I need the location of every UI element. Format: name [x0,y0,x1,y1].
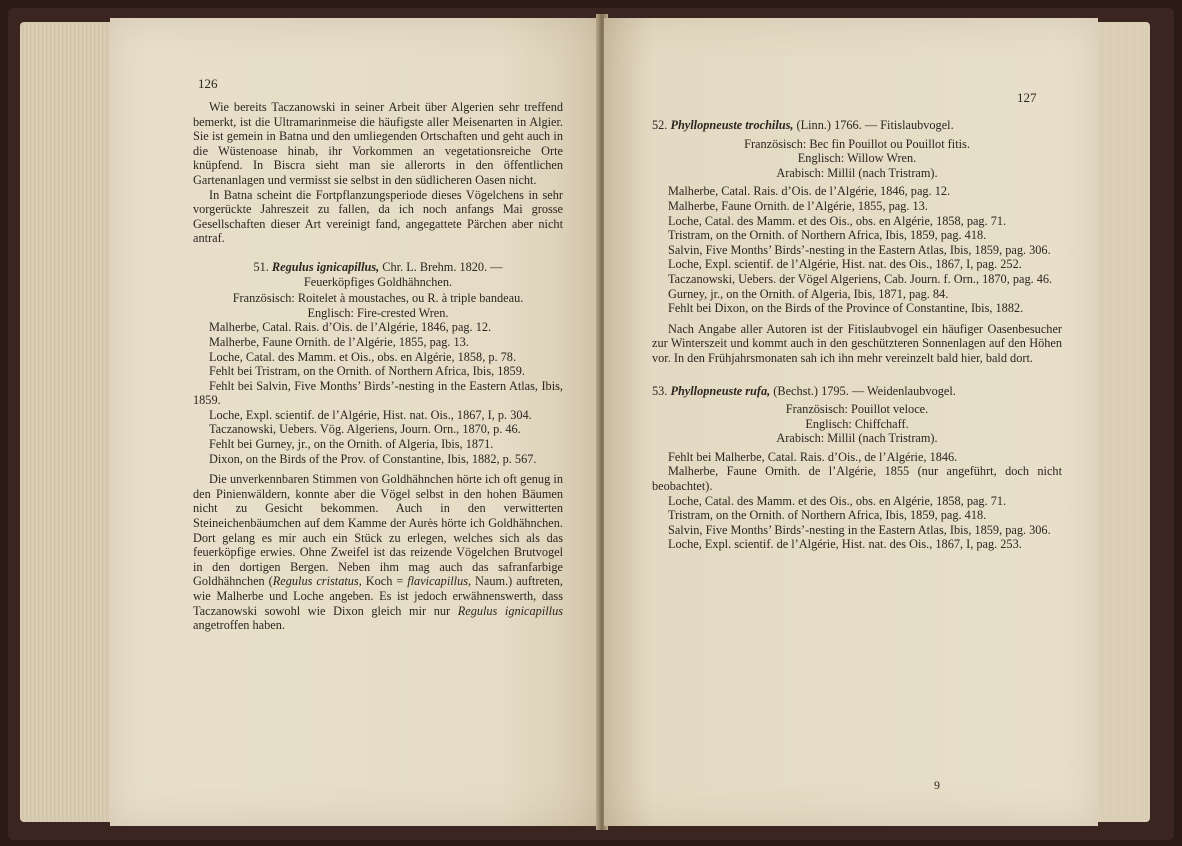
page-number-right: 127 [1017,90,1037,105]
species-51-ref: Loche, Expl. scientif. de l’Algérie, Hist. nat. Ois., 1867, I, p. 304. [209,407,532,422]
species-51-name: Regulus ignicapillus, [271,259,380,274]
species-53-number: 53. [652,383,668,398]
species-52-body: Nach Angabe aller Autoren ist der Fitislaubvogel ein häufiger Oasenbesucher zur Winterszeit und kommt auch in den geschützteren Sonnenlagen auf den Höhen vor. In den Frühjahrsmonaten sah ich ihn mehr vereinzelt bald hier, bald dort. [652,321,1062,365]
species-52-number: 52. [652,118,668,132]
species-52-ref: Gurney, jr., on the Ornith. of Algeria, Ibis, 1871, pag. 84. [668,286,949,301]
body-text: Naum.) auftreten, wie Malherbe und Loche angeben. Es ist jedoch erwähnenswerth, dass Taczanowski sowohl wie Dixon gleich mir nur [193,574,563,618]
species-52-ref: Tristram, on the Ornith. of Northern Africa, Ibis, 1859, pag. 418. [668,228,987,243]
species-53-english: Englisch: Chiffchaff. [805,416,909,431]
species-52-french: Französisch: Bec fin Pouillot ou Pouillot fitis. [744,136,970,151]
species-51-ref: Malherbe, Faune Ornith. de l’Algérie, 1855, pag. 13. [209,334,469,349]
species-51-authority: Chr. L. Brehm. 1820. — [382,259,503,274]
species-53-name: Phyllopneuste rufa, [670,383,771,398]
body-text: Die unverkennbaren Stimmen von Goldhähnchen hörte ich oft genug in den Pinienwäldern, konnte aber die Vögel selbst in den hohen Bäumen nicht zu Gesicht bekommen. Auch in den verwitterten Steineichenbäumchen auf dem Kamme der Aurès hörte ich Goldhähnchen. Dort gelang es mir auch ein Stück zu erlegen, welches sich als das feuerköpfige erwies. Ohne Zweifel ist das reizende Vögelchen Brutvogel in den dortigen Bergen. Neben ihm mag auch das safranfarbige Goldhähnchen ( [193,472,563,589]
species-52-ref: Malherbe, Catal. Rais. d’Ois. de l’Algérie, 1846, pag. 12. [668,184,951,199]
species-53-authority: (Bechst.) 1795. — Weidenlaubvogel. [773,383,956,398]
species-51-ref: Taczanowski, Uebers. Vög. Algeriens, Journ. Orn., 1870, p. 46. [209,422,521,437]
left-page [110,18,598,826]
right-page-text [652,118,1062,552]
left-page-text [193,100,563,633]
species-53-heading [652,384,1062,399]
intro-paragraph-1: Wie bereits Taczanowski in seiner Arbeit über Algerien sehr treffend bemerkt, ist die Ultramarinmeise die häufigste aller Meisenarten in Algier. Sie ist gemein in Batna und den umliegenden Ortschaften und geht auch in die Wüstenoase hinab, ihr Vorkommen an vegetationsreiche Orte knüpfend. In Biscra sieht man sie allerorts in den öffentlichen Gartenanlagen und vermisst sie selbst in den südlicheren Oasen nicht. [193,100,563,187]
species-53-arabic: Arabisch: Millil (nach Tristram). [776,431,938,446]
species-51-ref: Loche, Catal. des Mamm. et Ois., obs. en Algérie, 1858, p. 78. [209,349,517,364]
species-52-ref: Loche, Expl. scientif. de l’Algérie, Hist. nat. des Ois., 1867, I, pag. 252. [668,257,1022,272]
right-page-edges [1096,22,1150,822]
species-51-ref: Fehlt bei Gurney, jr., on the Ornith. of Algeria, Ibis, 1871. [209,437,494,452]
species-52-ref: Salvin, Five Months’ Birds’-nesting in the Eastern Atlas, Ibis, 1859, pag. 306. [668,242,1051,257]
species-52-ref: Loche, Catal. des Mamm. et des Ois., obs. en Algérie, 1858, pag. 71. [668,213,1007,228]
body-italic-name: Regulus cristatus, [272,574,362,589]
signature-mark: 9 [934,778,940,792]
species-53-ref: Fehlt bei Malherbe, Catal. Rais. d’Ois., de l’Algérie, 1846. [668,449,958,464]
species-53-ref: Loche, Expl. scientif. de l’Algérie, Hist. nat. des Ois., 1867, I, pag. 253. [668,537,1022,552]
species-51-french: Französisch: Roitelet à moustaches, ou R. à triple bandeau. [232,291,524,306]
species-52-heading [652,118,1062,133]
species-52-english: Englisch: Willow Wren. [797,151,917,166]
page-number-left: 126 [198,76,218,91]
species-53-french: Französisch: Pouillot veloce. [785,402,929,417]
species-51-ref: Dixon, on the Birds of the Prov. of Constantine, Ibis, 1882, p. 567. [209,451,537,466]
species-52-name: Phyllopneuste trochilus, [670,118,794,132]
intro-paragraph-2: In Batna scheint die Fortpflanzungsperiode dieses Vögelchens in sehr vorgerückte Jahreszeit zu fallen, da ich noch anfangs Mai grosse Gesellschaften dieser Art vereinigt fand, angegattete Pärchen aber nicht antraf. [193,187,563,246]
species-52-arabic: Arabisch: Millil (nach Tristram). [776,165,938,180]
species-53-ref: Salvin, Five Months’ Birds’-nesting in the Eastern Atlas, Ibis, 1859, pag. 306. [668,522,1051,537]
species-52-ref: Taczanowski, Uebers. der Vögel Algeriens, Cab. Journ. f. Orn., 1870, pag. 46. [668,271,1053,286]
species-51-heading [193,260,563,289]
species-53-ref: Malherbe, Faune Ornith. de l’Algérie, 1855 (nur angeführt, doch nicht beobachtet). [652,464,1062,494]
body-italic-name: Regulus ignicapillus [457,603,563,618]
body-italic-name: flavicapillus, [407,574,472,589]
species-53-ref: Tristram, on the Ornith. of Northern Africa, Ibis, 1859, pag. 418. [668,508,987,523]
body-text: angetroffen haben. [193,618,285,633]
species-51-number: 51. [253,259,269,274]
right-page [604,18,1098,826]
species-51-common-name: Feuerköpfiges Goldhähnchen. [303,274,453,289]
species-51-ref: Fehlt bei Tristram, on the Ornith. of Northern Africa, Ibis, 1859. [209,364,525,379]
species-52-ref: Malherbe, Faune Ornith. de l’Algérie, 1855, pag. 13. [668,198,928,213]
species-52-ref: Fehlt bei Dixon, on the Birds of the Province of Constantine, Ibis, 1882. [668,301,1024,316]
species-53-ref: Loche, Catal. des Mamm. et des Ois., obs. en Algérie, 1858, pag. 71. [668,493,1007,508]
species-51-ref: Fehlt bei Salvin, Five Months’ Birds’-nesting in the Eastern Atlas, Ibis, 1859. [193,378,563,408]
left-page-edges [20,22,112,822]
species-52-authority: (Linn.) 1766. — Fitislaubvogel. [796,118,954,132]
species-51-english: Englisch: Fire-crested Wren. [307,305,449,320]
body-text: Koch = [361,574,408,589]
species-51-body [193,472,563,633]
species-51-ref: Malherbe, Catal. Rais. d’Ois. de l’Algérie, 1846, pag. 12. [209,320,492,335]
